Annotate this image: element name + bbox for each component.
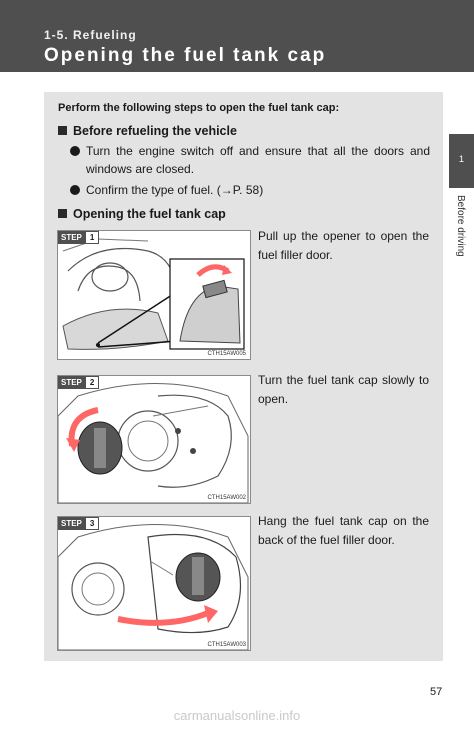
step-3-text: Hang the fuel tank cap on the back of the fuel filler door. [258,514,429,547]
chapter-label-container [449,195,474,285]
image-code: CTH15AW002 [207,495,246,501]
image-code: CTH15AW003 [207,642,246,648]
step-2-illustration [57,375,251,504]
page-header [0,0,474,72]
bullet-item: Confirm the type of fuel. (→P. 58) [70,181,430,199]
content-panel [44,92,443,661]
section-label: 1-5. Refueling [44,28,137,42]
bullet-dot-icon [70,146,80,156]
step-badge: STEP 2 [58,376,99,389]
chapter-number: 1 [458,154,464,164]
step-1-illustration [57,230,251,360]
chapter-tab [449,134,474,188]
square-bullet-icon [58,126,67,135]
page-number: 57 [430,686,443,698]
step-3-illustration [57,516,251,651]
heading-before-refueling: Before refueling the vehicle [58,124,237,138]
step-badge: STEP 1 [58,231,99,244]
image-code: CTH15AW005 [207,351,246,357]
watermark: carmanualsonline.info [173,708,301,723]
fuel-cap-hang-illustration [58,517,250,650]
heading-opening-cap: Opening the fuel tank cap [58,207,226,221]
fuel-cap-turn-illustration [58,376,250,503]
bullet-item: Turn the engine switch off and ensure that all the doors and windows are closed. [70,142,430,178]
bullet-dot-icon [70,185,80,195]
intro-text: Perform the following steps to open the fuel tank cap: [58,102,340,114]
square-bullet-icon [58,209,67,218]
chapter-label: Before driving [455,195,466,257]
step-2-text: Turn the fuel tank cap slowly to open. [258,373,429,406]
fuel-opener-lever-illustration [58,231,250,359]
page-title: Opening the fuel tank cap [44,45,327,66]
step-1-text: Pull up the opener to open the fuel filler door. [258,229,429,262]
step-badge: STEP 3 [58,517,99,530]
